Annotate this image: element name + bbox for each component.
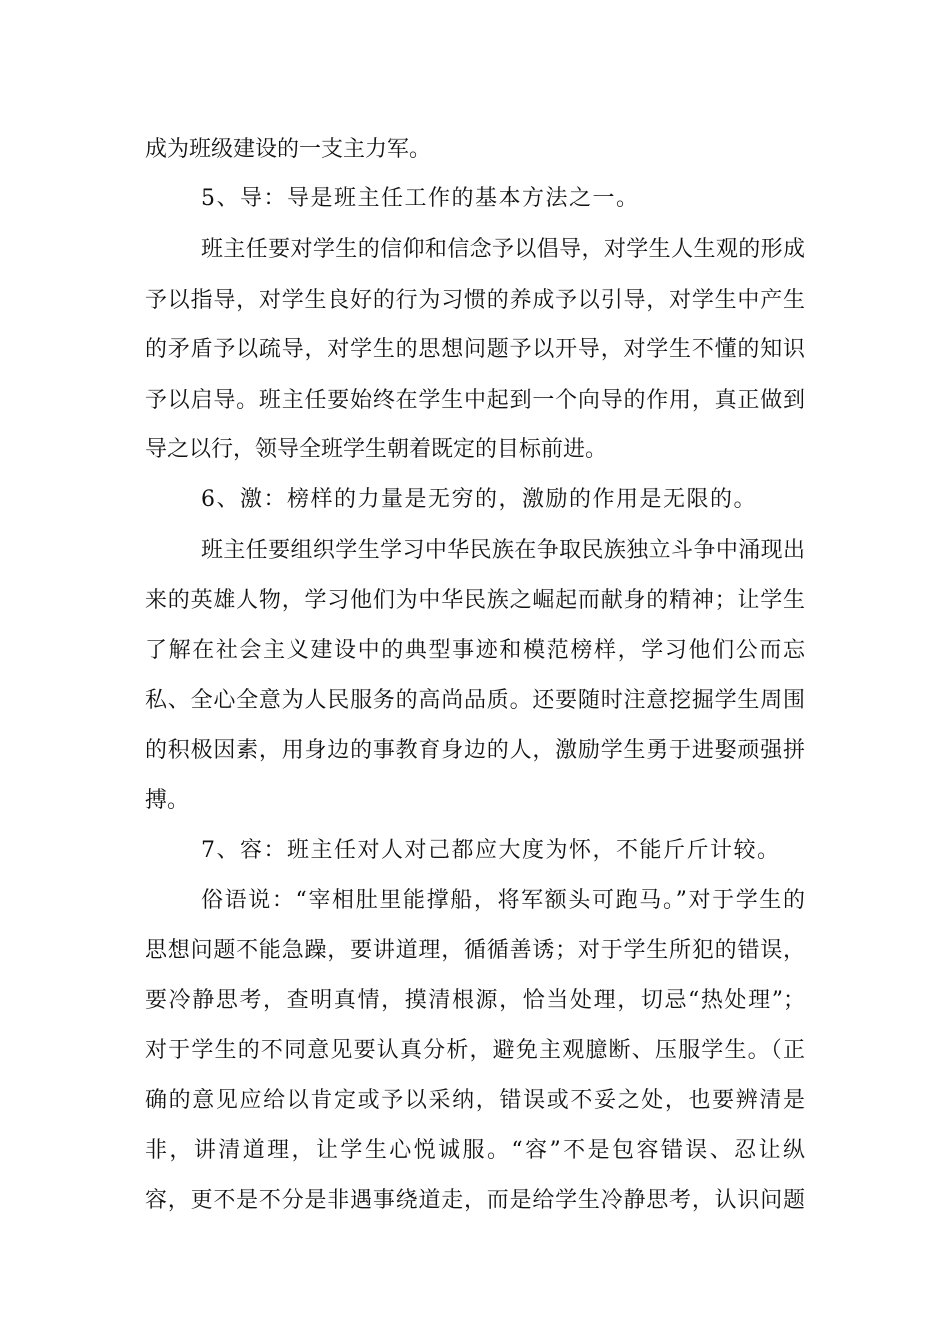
text-line: 班主任要对学生的信仰和信念予以倡导，对学生人生观的形成 xyxy=(201,237,805,262)
text-line: 的矛盾予以疏导，对学生的思想问题予以开导，对学生不懂的知识 xyxy=(145,337,805,362)
text-line: 来的英雄人物，学习他们为中华民族之崛起而献身的精神；让学生 xyxy=(145,588,805,613)
text-line: 确的意见应给以肯定或予以采纳，错误或不妥之处，也要辨清是 xyxy=(145,1088,805,1113)
section-heading-6: 6、激：榜样的力量是无穷的，激励的作用是无限的。 xyxy=(201,487,757,512)
text-line: 成为班级建设的一支主力军。 xyxy=(145,137,432,162)
text-line: 予以指导，对学生良好的行为习惯的养成予以引导，对学生中产生 xyxy=(145,288,805,313)
text-line: 俗语说：“宰相肚里能撑船，将军额头可跑马。”对于学生的 xyxy=(201,888,805,913)
text-line: 了解在社会主义建设中的典型事迹和模范榜样，学习他们公而忘 xyxy=(145,638,805,663)
text-line: 容，更不是不分是非遇事绕道走，而是给学生冷静思考，认识问题 xyxy=(145,1188,805,1213)
section-heading-5: 5、导：导是班主任工作的基本方法之一。 xyxy=(201,186,640,211)
text-line: 要冷静思考，查明真情，摸清根源，恰当处理，切忌“热处理”； xyxy=(145,988,805,1013)
text-line: 对于学生的不同意见要认真分析，避免主观臆断、压服学生。（正 xyxy=(145,1038,805,1063)
text-line: 班主任要组织学生学习中华民族在争取民族独立斗争中涌现出 xyxy=(201,538,805,563)
text-line: 搏。 xyxy=(145,788,190,813)
section-heading-7: 7、容：班主任对人对己都应大度为怀，不能斤斤计较。 xyxy=(201,838,781,863)
text-line: 私、全心全意为人民服务的高尚品质。还要随时注意挖掘学生周围 xyxy=(145,688,805,713)
text-line: 非，讲清道理，让学生心悦诚服。“容”不是包容错误、忍让纵 xyxy=(145,1138,805,1163)
text-line: 思想问题不能急躁，要讲道理，循循善诱；对于学生所犯的错误， xyxy=(145,938,805,963)
text-line: 导之以行，领导全班学生朝着既定的目标前进。 xyxy=(145,437,608,462)
text-line: 的积极因素，用身边的事教育身边的人，激励学生勇于进娶顽强拼 xyxy=(145,738,805,763)
text-line: 予以启导。班主任要始终在学生中起到一个向导的作用，真正做到 xyxy=(145,388,805,413)
